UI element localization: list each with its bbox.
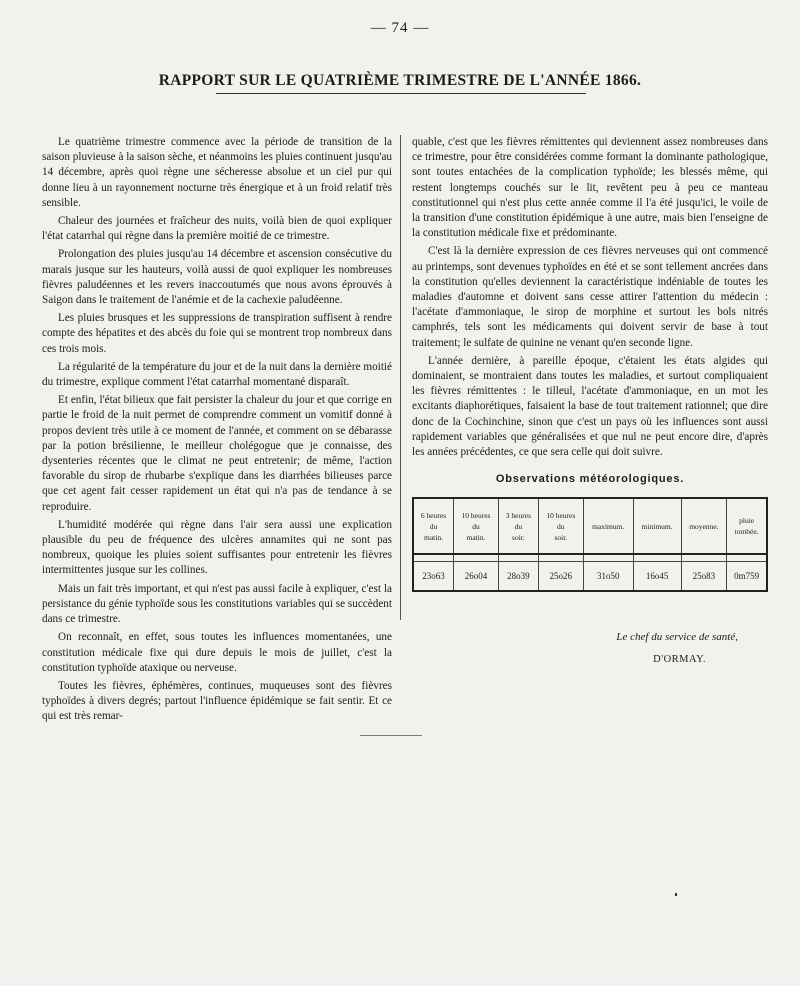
header-bot: soir. <box>512 532 525 542</box>
table-cell: 25o26 <box>538 562 583 592</box>
table-cell: 0m759 <box>727 562 767 592</box>
bottom-rule <box>360 735 422 736</box>
header-3h-evening <box>499 498 539 554</box>
table-separator-row <box>413 554 767 562</box>
header-top: minimum. <box>641 521 673 531</box>
header-top: 3 heures <box>505 510 531 520</box>
header-average <box>681 498 727 554</box>
header-top: pluie <box>739 516 755 526</box>
table-cell: 25o83 <box>681 562 727 592</box>
table-cell: 26o04 <box>453 562 498 592</box>
ink-speck <box>675 893 677 896</box>
page-title: RAPPORT SUR LE QUATRIÈME TRIMESTRE DE L'ANNÉE 1866. <box>158 72 642 89</box>
weather-observations-table <box>412 497 768 592</box>
header-10h-evening <box>538 498 583 554</box>
header-top: 10 heures <box>546 510 576 520</box>
header-top: moyenne. <box>689 521 719 531</box>
header-mid: du <box>429 521 438 531</box>
header-mid: du <box>472 521 480 531</box>
header-minimum <box>633 498 681 554</box>
header-mid: du <box>514 521 523 531</box>
header-bot: matin. <box>466 532 486 542</box>
table-cell: 16o45 <box>633 562 681 592</box>
paragraph: Les pluies brusques et les suppressions de transpiration suffisent à rendre compte des hépatites et des abcès du foie qui se montrent trop nombreux dans ces trois mois. <box>42 312 392 355</box>
column-divider <box>400 135 401 620</box>
signature-role: Le chef du service de santé, <box>616 631 738 644</box>
paragraph: L'année dernière, à pareille époque, c'étaient les états algides qui dominaient, se montraient dans toutes les maladies, et surtout compliquaient les fièvres rémittentes : le tilleul, l'acétate d'ammoniaque, en un mot les excitants diaphorétiques, faisaient la base de tout traitement rationnel; que dire donc de la Cochinchine, sinon que c'est un pays où les influences sont aussi rapidement variables que généralisées et que nul ne peut encore dire, d'après les années précédentes, ce que sera celle qui doit suivre. <box>412 354 768 459</box>
header-6h-morning <box>413 498 453 554</box>
paragraph: C'est là la dernière expression de ces fièvres nerveuses qui ont commencé au printemps, sont devenues typhoïdes en été et se sont tellement ancrées dans la constitution qu'elles deviennent la caractéristique indéniable de toutes les maladies d'automne et doivent sans cesse attirer l'attention du médecin : l'acétate d'ammoniaque, le sirop de morphine et surtout les bols nitrés camphrés, tels sont les médicaments qui doivent servir de base à tout traitement; le sulfate de quinine ne venant qu'en seconde ligne. <box>412 245 768 349</box>
paragraph: Toutes les fièvres, éphémères, continues, muqueuses sont des fièvres typhoïdes à divers degrés; partout l'influence épidémique se fait sentir. Et ce qui est très remar- <box>42 679 392 723</box>
title-underline <box>216 93 586 94</box>
header-mid: tombée. <box>734 527 759 537</box>
paragraph: Et enfin, l'état bilieux que fait persister la chaleur du jour et que corrige en partie le froid de la nuit permet de comprendre comment un vomitif donné à propos devient très utile à ce moment de l'année, et comment on se débarasse par la potion brésilienne, le meilleur cholégogue que je connaisse, des dysenteries récentes que le climat ne peut entretenir; de même, l'action favorable du sirop de rhubarbe s'explique dans les diarrhées bilieuses parce que cet agent fait cesser rapidement un état qui n'a pas de tendance à se reproduire. <box>42 394 392 513</box>
header-top: 6 heures <box>420 510 447 520</box>
paragraph: quable, c'est que les fièvres rémittentes qui deviennent assez nombreuses dans ce trimestre, pour être considérées comme formant la dominante pathologique, sont toutes entachées de la complication typhoïde; les blessés même, qui restent longtemps couchés sur le lit, revêtent peu à peu ce manteau constitutionnel qui n'est plus cette année comme il l'a été jusqu'ici, le voile de la transition d'une constitution épidémique à une autre, mais bien l'enseigne de la constitution médicale fixe et prédominante. <box>412 136 768 240</box>
paragraph: La régularité de la température du jour et de la nuit dans la dernière moitié du trimestre, explique comment l'état catarrhal momentané disparaît. <box>42 360 392 389</box>
table-row <box>413 562 767 592</box>
paragraph: Chaleur des journées et fraîcheur des nuits, voilà bien de quoi expliquer l'état catarrhal qui règne dans la première moitié de ce trimestre. <box>42 215 392 243</box>
header-top: maximum. <box>592 521 625 531</box>
table-cell: 31o50 <box>583 562 633 592</box>
right-column <box>412 135 768 667</box>
paragraph: Mais un fait très important, et qui n'est pas aussi facile à expliquer, c'est la persistance du génie typhoïde sous les constitutions variables qui se succèdent dans ce trimestre. <box>42 582 392 626</box>
header-maximum <box>583 498 633 554</box>
paragraph: Le quatrième trimestre commence avec la période de transition de la saison pluvieuse à la saison sèche, et néanmoins les pluies continuent jusqu'au 14 décembre, après quoi règne une sécheresse absolue et un ciel pur qui donne lieu à un rayonnement nocturne très énergique et à un froid relatif très sensible. <box>42 136 392 209</box>
header-bot: soir. <box>554 532 568 542</box>
paragraph: On reconnaît, en effet, sous toutes les influences momentanées, une constitution médicale fixe qui dure depuis le mois de juillet, c'est la constitution typhoïde ataxique ou nerveuse. <box>42 631 392 674</box>
paragraph: Prolongation des pluies jusqu'au 14 décembre et ascension consécutive du marais jusque sur les hauteurs, voilà aussi de quoi expliquer les nombreuses fièvres paludéennes et les revers inaccoutumés que nous avons éprouvés à Saigon dans le traitement de l'anémie et de la cachexie paludéenne. <box>42 248 392 307</box>
header-rainfall <box>727 498 767 554</box>
observations-title: Observations météorologiques. <box>495 473 685 486</box>
signature-name: D'ORMAY. <box>653 653 706 665</box>
left-column <box>42 135 392 728</box>
table-cell: 23o63 <box>413 562 453 592</box>
header-mid: du <box>557 521 565 531</box>
header-10h-morning <box>453 498 498 554</box>
table-header-row <box>413 498 767 554</box>
header-bot: matin. <box>424 532 443 542</box>
paragraph: L'humidité modérée qui règne dans l'air sera aussi une explication plausible du peu de fréquence des ulcères annamites qui ne sont pas nombreux, quoique les pluies soient suffisantes pour entretenir les fièvres intermittentes jusque sur les collines. <box>42 518 392 577</box>
table-cell: 28o39 <box>499 562 539 592</box>
header-top: 10 heures <box>461 510 491 520</box>
page-number: — 74 — <box>370 20 430 36</box>
